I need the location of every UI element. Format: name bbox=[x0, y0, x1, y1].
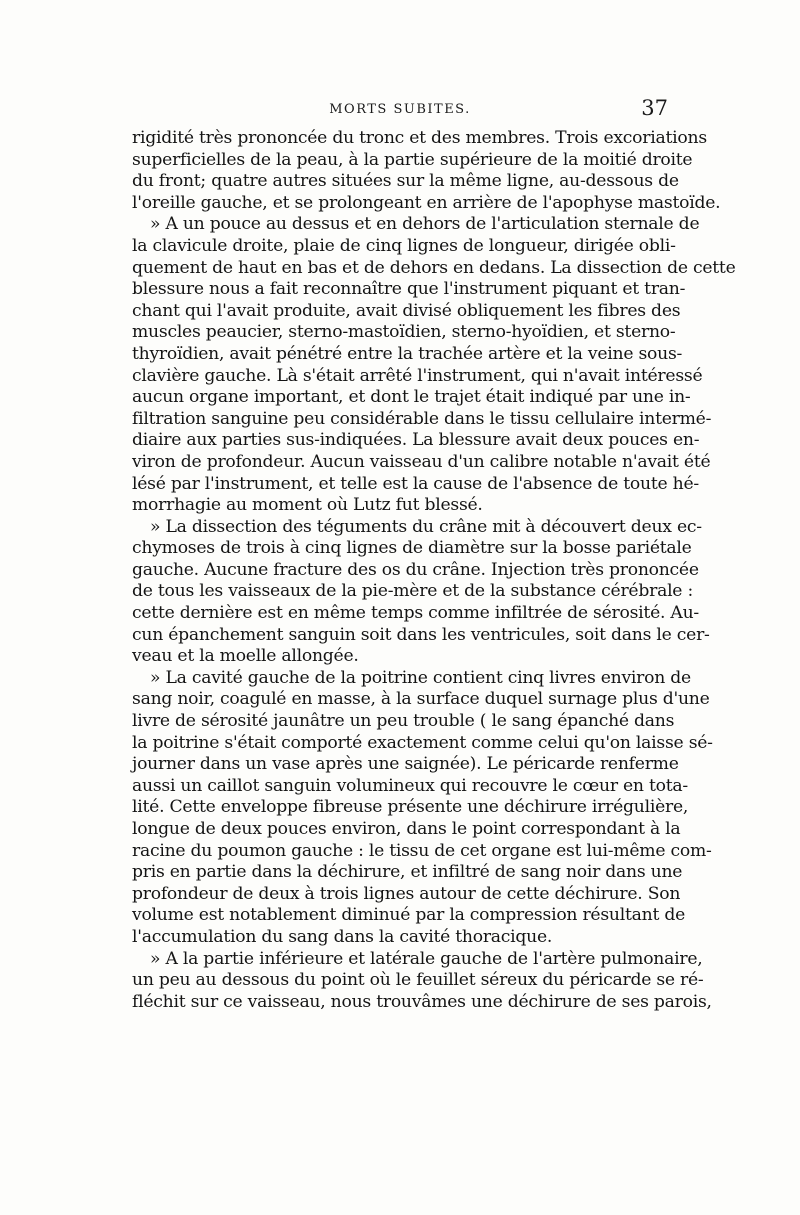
text-line: aussi un caillot sanguin volumineux qui recouvre le cœur en tota- bbox=[132, 775, 688, 796]
text-line: du front; quatre autres situées sur la même ligne, au-dessous de bbox=[132, 171, 679, 192]
text-line: rigidité très prononcée du tronc et des membres. Trois excoriations bbox=[132, 128, 707, 148]
text-line: » La dissection des téguments du crâne mit à découvert deux ec- bbox=[150, 516, 702, 537]
text-line: chant qui l'avait produite, avait divisé obliquement les fibres des bbox=[132, 300, 681, 321]
text-line: sang noir, coagulé en masse, à la surface duquel surnage plus d'une bbox=[132, 689, 710, 710]
text-line: muscles peaucier, sterno-mastoïdien, sterno-hyoïdien, et sterno- bbox=[132, 322, 676, 343]
text-line: longue de deux pouces environ, dans le point correspondant à la bbox=[132, 819, 681, 839]
text-line: clavière gauche. Là s'était arrêté l'instrument, qui n'avait intéressé bbox=[132, 365, 703, 386]
text-line: aucun organe important, et dont le trajet était indiqué par une in- bbox=[132, 387, 691, 408]
text-line: la poitrine s'était comporté exactement comme celui qu'on laisse sé- bbox=[132, 732, 713, 753]
text-line: de tous les vaisseaux de la pie-mère et de la substance cérébrale : bbox=[132, 581, 693, 602]
text-line: la clavicule droite, plaie de cinq lignes de longueur, dirigée obli- bbox=[132, 235, 676, 256]
text-line: gauche. Aucune fracture des os du crâne. Injection très prononcée bbox=[132, 559, 699, 580]
text-line: l'accumulation du sang dans la cavité thoracique. bbox=[132, 926, 553, 947]
body-text bbox=[132, 128, 736, 1013]
text-line: lésé par l'instrument, et telle est la cause de l'absence de toute hé- bbox=[132, 473, 699, 494]
text-line: l'oreille gauche, et se prolongeant en arrière de l'apophyse mastoïde. bbox=[132, 192, 721, 213]
text-line: filtration sanguine peu considérable dans le tissu cellulaire intermé- bbox=[132, 408, 712, 429]
text-line: un peu au dessous du point où le feuillet séreux du péricarde se ré- bbox=[132, 970, 704, 991]
text-line: cun épanchement sanguin soit dans les ventricules, soit dans le cer- bbox=[132, 624, 710, 645]
page-header bbox=[132, 96, 668, 126]
text-line: journer dans un vase après une saignée). Le péricarde renferme bbox=[132, 754, 679, 775]
text-line: livre de sérosité jaunâtre un peu trouble ( le sang épanché dans bbox=[132, 711, 675, 732]
running-title: MORTS SUBITES. bbox=[329, 102, 471, 117]
text-line: quement de haut en bas et de dehors en dedans. La dissection de cette bbox=[132, 257, 736, 278]
text-line: volume est notablement diminué par la compression résultant de bbox=[132, 905, 685, 926]
text-line: pris en partie dans la déchirure, et infiltré de sang noir dans une bbox=[132, 862, 683, 883]
text-line: veau et la moelle allongée. bbox=[132, 646, 359, 667]
text-line: lité. Cette enveloppe fibreuse présente une déchirure irrégulière, bbox=[132, 797, 689, 818]
text-line: diaire aux parties sus-indiquées. La blessure avait deux pouces en- bbox=[132, 430, 700, 451]
text-line: thyroïdien, avait pénétré entre la trachée artère et la veine sous- bbox=[132, 343, 683, 364]
text-line: blessure nous a fait reconnaître que l'instrument piquant et tran- bbox=[132, 279, 686, 300]
text-line: viron de profondeur. Aucun vaisseau d'un calibre notable n'avait été bbox=[132, 451, 711, 472]
text-line: chymoses de trois à cinq lignes de diamètre sur la bosse pariétale bbox=[132, 538, 692, 559]
text-line: fléchit sur ce vaisseau, nous trouvâmes une déchirure de ses parois, bbox=[132, 991, 712, 1012]
text-line: superficielles de la peau, à la partie supérieure de la moitié droite bbox=[132, 149, 693, 170]
text-line: racine du poumon gauche : le tissu de cet organe est lui-même com- bbox=[132, 840, 712, 861]
text-line: cette dernière est en même temps comme infiltrée de sérosité. Au- bbox=[132, 603, 699, 624]
text-line: » A un pouce au dessus et en dehors de l'articulation sternale de bbox=[150, 214, 700, 235]
text-line: profondeur de deux à trois lignes autour de cette déchirure. Son bbox=[132, 883, 681, 904]
page-number: 37 bbox=[641, 96, 668, 120]
text-line: » La cavité gauche de la poitrine contient cinq livres environ de bbox=[150, 667, 691, 688]
text-line: morrhagie au moment où Lutz fut blessé. bbox=[132, 495, 483, 516]
text-line: » A la partie inférieure et latérale gauche de l'artère pulmonaire, bbox=[150, 948, 703, 969]
